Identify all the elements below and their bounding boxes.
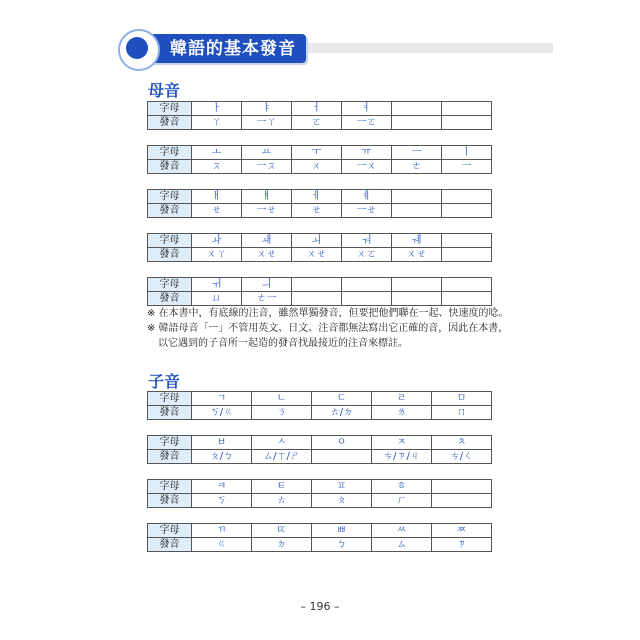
table-row (148, 538, 492, 552)
row-label-sound: 發音 (148, 450, 192, 464)
table-row (148, 102, 492, 116)
sound-cell (392, 292, 442, 306)
sound-cell: ㄩ (192, 292, 242, 306)
sound-cell: ㄨㄝ (292, 248, 342, 262)
sound-cell: ㄊ/ㄉ (312, 406, 372, 420)
letter-cell (442, 102, 492, 116)
letter-cell: ㅂ (192, 436, 252, 450)
vowel-table-2 (147, 145, 492, 174)
row-label-sound: 發音 (148, 538, 192, 552)
letter-cell: ㅆ (372, 524, 432, 538)
letter-cell: ㅒ (242, 190, 292, 204)
sound-cell: ㄎ/ㄍ (192, 406, 252, 420)
sound-cell (342, 292, 392, 306)
letter-cell: ㅓ (292, 102, 342, 116)
page-title: 韓語的基本發音 (170, 39, 296, 59)
sound-cell: ㄝ (292, 204, 342, 218)
sound-cell (442, 292, 492, 306)
row-label-letter: 字母 (148, 392, 192, 406)
letter-cell: ㅛ (242, 146, 292, 160)
sound-cell: ㄇ (432, 406, 492, 420)
letter-cell: ㅘ (192, 234, 242, 248)
row-label-letter: 字母 (148, 278, 192, 292)
sound-cell: ㄡ (192, 160, 242, 174)
row-label-letter: 字母 (148, 436, 192, 450)
row-label-letter: 字母 (148, 102, 192, 116)
sound-cell (442, 248, 492, 262)
letter-cell: ㅊ (432, 436, 492, 450)
letter-cell: ㅕ (342, 102, 392, 116)
sound-cell: ㄗ (432, 538, 492, 552)
table-row (148, 436, 492, 450)
sound-cell: ㄘ/ㄑ (432, 450, 492, 464)
sound-cell: 一ㄨ (342, 160, 392, 174)
vowel-table-5 (147, 277, 492, 306)
page-number: – 196 – (300, 600, 340, 613)
letter-cell: ㅖ (342, 190, 392, 204)
row-label-letter: 字母 (148, 524, 192, 538)
letter-cell (292, 278, 342, 292)
table-row (148, 524, 492, 538)
letter-cell (442, 190, 492, 204)
letter-cell: ㅝ (342, 234, 392, 248)
letter-cell: ㄸ (252, 524, 312, 538)
letter-cell: ㅟ (192, 278, 242, 292)
sound-cell: ㄚ (192, 116, 242, 130)
letter-cell: ㄱ (192, 392, 252, 406)
vowel-table-1 (147, 101, 492, 130)
table-row (148, 204, 492, 218)
sound-cell (442, 204, 492, 218)
consonant-table-2 (147, 435, 492, 464)
table-row (148, 480, 492, 494)
consonant-table-1 (147, 391, 492, 420)
sound-cell: ㄅ (312, 538, 372, 552)
table-row (148, 160, 492, 174)
sound-cell: ㄊ (252, 494, 312, 508)
sound-cell: ㄆ (312, 494, 372, 508)
letter-cell: ㅉ (432, 524, 492, 538)
row-label-sound: 發音 (148, 292, 192, 306)
letter-cell: ㅢ (242, 278, 292, 292)
sound-cell: ㄙ/ㄒ/ㄕ (252, 450, 312, 464)
letter-cell: ㅚ (292, 234, 342, 248)
letter-cell (432, 480, 492, 494)
letter-cell: ㅇ (312, 436, 372, 450)
table-row (148, 450, 492, 464)
letter-cell: ㅅ (252, 436, 312, 450)
sound-cell: ㄨㄝ (242, 248, 292, 262)
notes-block (147, 306, 507, 351)
row-label-sound: 發音 (148, 494, 192, 508)
sound-cell: ㄆ/ㄅ (192, 450, 252, 464)
letter-cell: ㅑ (242, 102, 292, 116)
letter-cell (392, 102, 442, 116)
letter-cell: ㅏ (192, 102, 242, 116)
letter-cell: ㅡ (392, 146, 442, 160)
sound-cell: ㄨㄝ (392, 248, 442, 262)
row-label-letter: 字母 (148, 146, 192, 160)
letter-cell: ㄴ (252, 392, 312, 406)
letter-cell: ㅗ (192, 146, 242, 160)
note-line: ※ 在本書中，有底線的注音，雖然單獨發音，但要把他們聯在一起、快速度的唸。 (147, 308, 509, 319)
row-label-letter: 字母 (148, 480, 192, 494)
vowel-table-4 (147, 233, 492, 262)
sound-cell (292, 292, 342, 306)
sound-cell: 一ㄝ (342, 204, 392, 218)
table-row (148, 190, 492, 204)
table-row (148, 406, 492, 420)
note-line: 以它遇到的子音所一起造的發音找最接近的注音來標註。 (158, 338, 408, 349)
row-label-sound: 發音 (148, 406, 192, 420)
table-row (148, 234, 492, 248)
letter-cell: ㅌ (252, 480, 312, 494)
sound-cell (432, 494, 492, 508)
letter-cell (442, 234, 492, 248)
table-row (148, 146, 492, 160)
sound-cell (312, 450, 372, 464)
sound-cell: ㄝ (192, 204, 242, 218)
sound-cell: ㄨㄚ (192, 248, 242, 262)
section-heading-vowels: 母音 (148, 81, 181, 100)
table-row (148, 116, 492, 130)
letter-cell: ㄲ (192, 524, 252, 538)
sound-cell: 一ㄝ (242, 204, 292, 218)
sound-cell: ㄍ (192, 538, 252, 552)
consonant-table-4 (147, 523, 492, 552)
table-row (148, 392, 492, 406)
row-label-letter: 字母 (148, 190, 192, 204)
sound-cell: ㄎ (192, 494, 252, 508)
table-row (148, 248, 492, 262)
letter-cell: ㄹ (372, 392, 432, 406)
letter-cell: ㅈ (372, 436, 432, 450)
row-label-sound: 發音 (148, 160, 192, 174)
letter-cell: ㄷ (312, 392, 372, 406)
letter-cell: ㅔ (292, 190, 342, 204)
sound-cell: ㄘ/ㄗ/ㄐ (372, 450, 432, 464)
letter-cell: ㅠ (342, 146, 392, 160)
sound-cell: 一ㄚ (242, 116, 292, 130)
note-line: ※ 韓語母音「ㅡ」不管用英文、日文、注音都無法寫出它正確的音，因此在本書， (147, 323, 509, 334)
sound-cell: ㄨㄛ (342, 248, 392, 262)
sound-cell: ㄜ一 (242, 292, 292, 306)
letter-cell: ㅣ (442, 146, 492, 160)
vowel-table-3 (147, 189, 492, 218)
letter-cell: ㅞ (392, 234, 442, 248)
consonant-table-3 (147, 479, 492, 508)
sound-cell: ㄋ (252, 406, 312, 420)
sound-cell: ㄙ (372, 538, 432, 552)
sound-cell: ㄉ (252, 538, 312, 552)
letter-cell: ㅁ (432, 392, 492, 406)
sound-cell: 一ㄡ (242, 160, 292, 174)
section-heading-consonants: 子音 (148, 372, 181, 391)
letter-cell: ㅙ (242, 234, 292, 248)
letter-cell: ㅋ (192, 480, 252, 494)
sound-cell: 一ㄛ (342, 116, 392, 130)
row-label-sound: 發音 (148, 248, 192, 262)
row-label-sound: 發音 (148, 204, 192, 218)
letter-cell (342, 278, 392, 292)
sound-cell: ㄏ (372, 494, 432, 508)
row-label-letter: 字母 (148, 234, 192, 248)
letter-cell: ㅜ (292, 146, 342, 160)
letter-cell: ㅃ (312, 524, 372, 538)
sound-cell (392, 116, 442, 130)
sound-cell: 一 (442, 160, 492, 174)
letter-cell: ㅎ (372, 480, 432, 494)
letter-cell (392, 278, 442, 292)
letter-cell (392, 190, 442, 204)
table-row (148, 494, 492, 508)
sound-cell: ㄨ (292, 160, 342, 174)
sound-cell (442, 116, 492, 130)
sound-cell: ㄛ (292, 116, 342, 130)
letter-cell: ㅍ (312, 480, 372, 494)
table-row (148, 278, 492, 292)
row-label-sound: 發音 (148, 116, 192, 130)
letter-cell (442, 278, 492, 292)
sound-cell (392, 204, 442, 218)
table-row (148, 292, 492, 306)
letter-cell: ㅐ (192, 190, 242, 204)
sound-cell: ㄌ (372, 406, 432, 420)
sound-cell: ㄜ (392, 160, 442, 174)
